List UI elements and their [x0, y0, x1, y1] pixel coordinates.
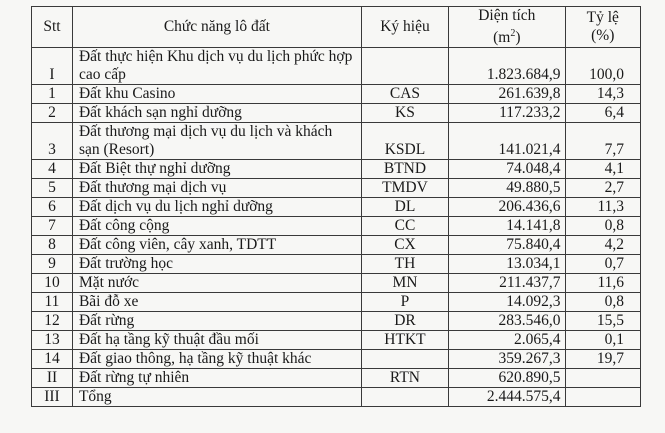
row-symbol: RTN: [361, 369, 448, 388]
row-pct: 11,3: [565, 198, 640, 217]
row-stt: 1: [32, 85, 73, 104]
table-row: [32, 369, 641, 388]
row-name: Đất giao thông, hạ tầng kỹ thuật khác: [72, 350, 361, 369]
table-row: [32, 350, 641, 369]
row-area: 283.546,0: [449, 312, 565, 331]
row-symbol: BTND: [361, 160, 448, 179]
header-pct-label: Tỷ lệ: [586, 9, 619, 27]
row-pct: 19,7: [565, 350, 640, 369]
row-pct: 100,0: [565, 48, 640, 85]
table-row: [32, 293, 641, 312]
row-stt: 13: [32, 331, 73, 350]
row-pct: 4,1: [565, 160, 640, 179]
row-pct: 6,4: [565, 104, 640, 123]
row-area: 74.048,4: [449, 160, 565, 179]
row-symbol: CX: [361, 236, 448, 255]
row-symbol: KSDL: [361, 123, 448, 160]
row-stt: 11: [32, 293, 73, 312]
header-area-unit: $(m^2)$: [493, 28, 521, 47]
row-area: 14.141,8: [449, 217, 565, 236]
row-symbol: TH: [361, 255, 448, 274]
table-row: [32, 255, 641, 274]
row-stt: 14: [32, 350, 73, 369]
header-area: [449, 7, 565, 48]
table-row: [32, 123, 641, 160]
row-pct: 7,7: [565, 123, 640, 160]
header-area-label: Diện tích: [478, 7, 536, 24]
row-stt: 12: [32, 312, 73, 331]
row-pct: 0,8: [565, 217, 640, 236]
header-pct-unit: (%): [591, 27, 615, 45]
row-name: Đất thương mại dịch vụ: [72, 179, 361, 198]
row-symbol: [361, 350, 448, 369]
row-name: Đất khu Casino: [72, 85, 361, 104]
row-name: Đất khách sạn nghỉ dưỡng: [72, 104, 361, 123]
row-stt: 9: [32, 255, 73, 274]
row-area: 75.840,4: [449, 236, 565, 255]
row-pct: [565, 388, 640, 407]
row-name: Đất rừng tự nhiên: [72, 369, 361, 388]
row-pct: 0,8: [565, 293, 640, 312]
row-pct: 15,5: [565, 312, 640, 331]
row-stt: I: [32, 48, 73, 85]
row-symbol: KS: [361, 104, 448, 123]
row-stt: 2: [32, 104, 73, 123]
row-symbol: P: [361, 293, 448, 312]
row-area: 359.267,3: [449, 350, 565, 369]
row-name: Mặt nước: [72, 274, 361, 293]
table-row: [32, 179, 641, 198]
row-stt: 5: [32, 179, 73, 198]
row-symbol: TMDV: [361, 179, 448, 198]
row-symbol: DR: [361, 312, 448, 331]
row-name: Đất Biệt thự nghỉ dưỡng: [72, 160, 361, 179]
row-stt: 3: [32, 123, 73, 160]
table-row: [32, 198, 641, 217]
row-symbol: [361, 48, 448, 85]
land-use-table: [31, 6, 641, 407]
table-row: [32, 104, 641, 123]
row-area: 2.444.575,4: [449, 388, 565, 407]
row-pct: 2,7: [565, 179, 640, 198]
row-symbol: DL: [361, 198, 448, 217]
table-row: [32, 48, 641, 85]
row-stt: 7: [32, 217, 73, 236]
row-pct: [565, 369, 640, 388]
table-row: [32, 85, 641, 104]
row-area: 261.639,8: [449, 85, 565, 104]
row-pct: 0,1: [565, 331, 640, 350]
row-symbol: HTKT: [361, 331, 448, 350]
table-row: [32, 217, 641, 236]
row-symbol: [361, 388, 448, 407]
row-name: Đất dịch vụ du lịch nghỉ dưỡng: [72, 198, 361, 217]
row-symbol: CAS: [361, 85, 448, 104]
row-pct: 0,7: [565, 255, 640, 274]
row-name: Đất rừng: [72, 312, 361, 331]
row-name: Bãi đỗ xe: [72, 293, 361, 312]
table-row: [32, 388, 641, 407]
table-row: [32, 274, 641, 293]
table-row: [32, 160, 641, 179]
header-name: Chức năng lô đất: [72, 7, 361, 48]
row-name: Tổng: [72, 388, 361, 407]
row-name: Đất hạ tầng kỹ thuật đầu mối: [72, 331, 361, 350]
row-area: 14.092,3: [449, 293, 565, 312]
row-area: 211.437,7: [449, 274, 565, 293]
row-name: Đất thực hiện Khu dịch vụ du lịch phức hợp cao cấp: [72, 48, 361, 85]
row-name: Đất công viên, cây xanh, TDTT: [72, 236, 361, 255]
header-symbol: Ký hiệu: [361, 7, 448, 48]
table-body: [32, 48, 641, 407]
row-pct: 14,3: [565, 85, 640, 104]
row-stt: II: [32, 369, 73, 388]
row-symbol: CC: [361, 217, 448, 236]
row-name: Đất công cộng: [72, 217, 361, 236]
row-stt: III: [32, 388, 73, 407]
row-symbol: MN: [361, 274, 448, 293]
row-stt: 6: [32, 198, 73, 217]
row-area: 2.065,4: [449, 331, 565, 350]
table-header-row: [32, 7, 641, 48]
row-area: 1.823.684,9: [449, 48, 565, 85]
row-stt: 4: [32, 160, 73, 179]
table-row: [32, 312, 641, 331]
row-pct: 11,6: [565, 274, 640, 293]
row-area: 117.233,2: [449, 104, 565, 123]
header-pct: [565, 7, 640, 48]
row-name: Đất trường học: [72, 255, 361, 274]
row-area: 206.436,6: [449, 198, 565, 217]
row-stt: 8: [32, 236, 73, 255]
table-row: [32, 331, 641, 350]
row-area: 13.034,1: [449, 255, 565, 274]
row-area: 49.880,5: [449, 179, 565, 198]
header-stt: Stt: [32, 7, 73, 48]
row-area: 620.890,5: [449, 369, 565, 388]
row-name: Đất thương mại dịch vụ du lịch và khách sạn (Resort): [72, 123, 361, 160]
row-stt: 10: [32, 274, 73, 293]
table-row: [32, 236, 641, 255]
row-pct: 4,2: [565, 236, 640, 255]
row-area: 141.021,4: [449, 123, 565, 160]
